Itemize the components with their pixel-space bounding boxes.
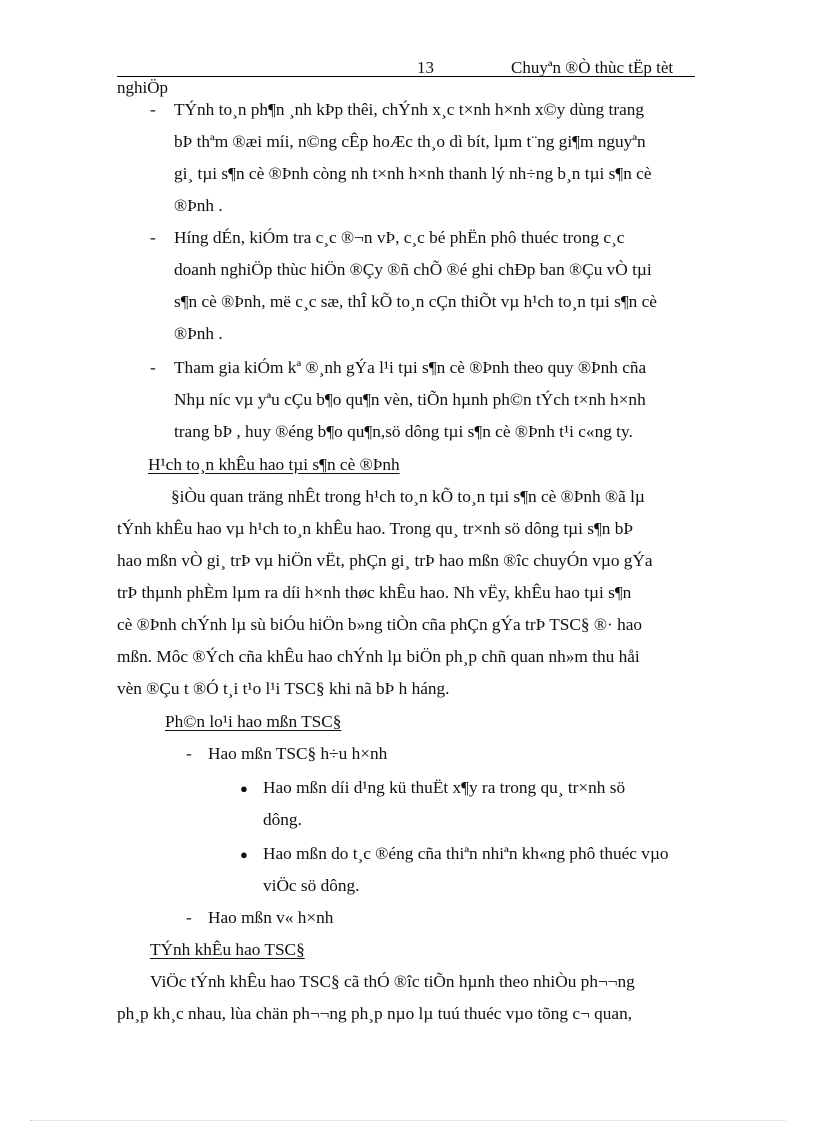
bullet-icon: ●: [240, 781, 248, 796]
header-title: Chuyªn ®Ò thùc tËp tèt: [511, 58, 674, 77]
paragraph-line: §iÒu quan träng nhÊt trong h¹ch to¸n kÕ to¸n tµi s¶n cè ®Þnh ®ã lµ: [171, 487, 645, 506]
list-item-line: ®Þnh .: [174, 324, 223, 343]
dash-marker: -: [150, 100, 156, 119]
paragraph-line: ph¸p kh¸c nhau, lùa chän ph¬¬ng ph¸p nµo lµ tuú thuéc vµo tõng c¬ quan,: [117, 1004, 633, 1023]
section-heading: H¹ch to¸n khÊu hao tµi s¶n cè ®Þnh: [148, 455, 400, 474]
list-item-line: gi¸ tµi s¶n cè ®Þnh còng nh t×nh h×nh thanh lý nh÷ng b¸n tµi s¶n cè: [174, 164, 652, 183]
paragraph-line: trÞ thµnh phÈm lµm ra díi h×nh thøc khÊu hao. Nh vËy, khÊu hao tµi s¶n: [117, 583, 632, 602]
bullet-icon: ●: [240, 847, 248, 862]
list-item-line: bÞ thªm ®æi míi, n©ng cÊp hoÆc th¸o dì bít, lµm t¨ng gi¶m nguyªn: [174, 132, 646, 151]
list-item-line: Hao mßn TSC§ h÷u h×nh: [208, 744, 388, 763]
sublist-item-line: Hao mßn do t¸c ®éng cña thiªn nhiªn kh«ng phô thuéc vµo: [263, 844, 669, 863]
list-item-line: Tham gia kiÓm kª ®¸nh gÝa l¹i tµi s¶n cè ®Þnh theo quy ®Þnh cña: [174, 358, 647, 377]
sublist-item-line: Hao mßn díi d¹ng kü thuËt x¶y ra trong qu¸ tr×nh sö: [263, 778, 626, 797]
list-item-line: Hao mßn v« h×nh: [208, 908, 334, 927]
sublist-item-line: viÖc sö dông.: [263, 876, 360, 895]
section-heading: TÝnh khÊu hao TSC§: [150, 940, 305, 959]
paragraph-line: tÝnh khÊu hao vµ h¹ch to¸n khÊu hao. Trong qu¸ tr×nh sö dông tµi s¶n bÞ: [117, 519, 633, 538]
dash-marker: -: [186, 744, 192, 763]
page-bottom-border: [30, 1120, 786, 1121]
paragraph-line: vèn ®Çu t ®Ó t¸i t¹o l¹i TSC§ khi nã bÞ h háng.: [117, 679, 450, 698]
dash-marker: -: [186, 908, 192, 927]
header-rule: [117, 76, 695, 77]
dash-marker: -: [150, 228, 156, 247]
sublist-item-line: dông.: [263, 810, 302, 829]
list-item-line: Nhµ níc vµ yªu cÇu b¶o qu¶n vèn, tiÕn hµnh ph©n tÝch t×nh h×nh: [174, 390, 646, 409]
paragraph-line: ViÖc tÝnh khÊu hao TSC§ cã thÓ ®îc tiÕn hµnh theo nhiÒu ph¬¬ng: [150, 972, 635, 991]
section-heading: Ph©n lo¹i hao mßn TSC§: [165, 712, 342, 731]
dash-marker: -: [150, 358, 156, 377]
list-item-line: TÝnh to¸n ph¶n ¸nh kÞp thêi, chÝnh x¸c t×nh h×nh x©y dùng trang: [174, 100, 645, 119]
list-item-line: doanh nghiÖp thùc hiÖn ®Çy ®ñ chÕ ®é ghi chÐp ban ®Çu vÒ tµi: [174, 260, 652, 279]
header-title-continued: nghiÖp: [117, 78, 168, 97]
paragraph-line: hao mßn vÒ gi¸ trÞ vµ hiÖn vËt, phÇn gi¸ trÞ hao mßn ®îc chuyÓn vµo gÝa: [117, 551, 653, 570]
list-item-line: Híng dÉn, kiÓm tra c¸c ®¬n vÞ, c¸c bé phËn phô thuéc trong c¸c: [174, 228, 625, 247]
page-number: 13: [417, 58, 434, 77]
list-item-line: s¶n cè ®Þnh, më c¸c sæ, thÎ kÕ to¸n cÇn thiÕt vµ h¹ch to¸n tµi s¶n cè: [174, 292, 657, 311]
paragraph-line: cè ®Þnh chÝnh lµ sù biÓu hiÖn b»ng tiÒn cña phÇn gÝa trÞ TSC§ ®· hao: [117, 615, 643, 634]
paragraph-line: mßn. Môc ®Ých cña khÊu hao chÝnh lµ biÖn ph¸p chñ quan nh»m thu håi: [117, 647, 640, 666]
list-item-line: ®Þnh .: [174, 196, 223, 215]
list-item-line: trang bÞ , huy ®éng b¶o qu¶n,sö dông tµi s¶n cè ®Þnh t¹i c«ng ty.: [174, 422, 633, 441]
